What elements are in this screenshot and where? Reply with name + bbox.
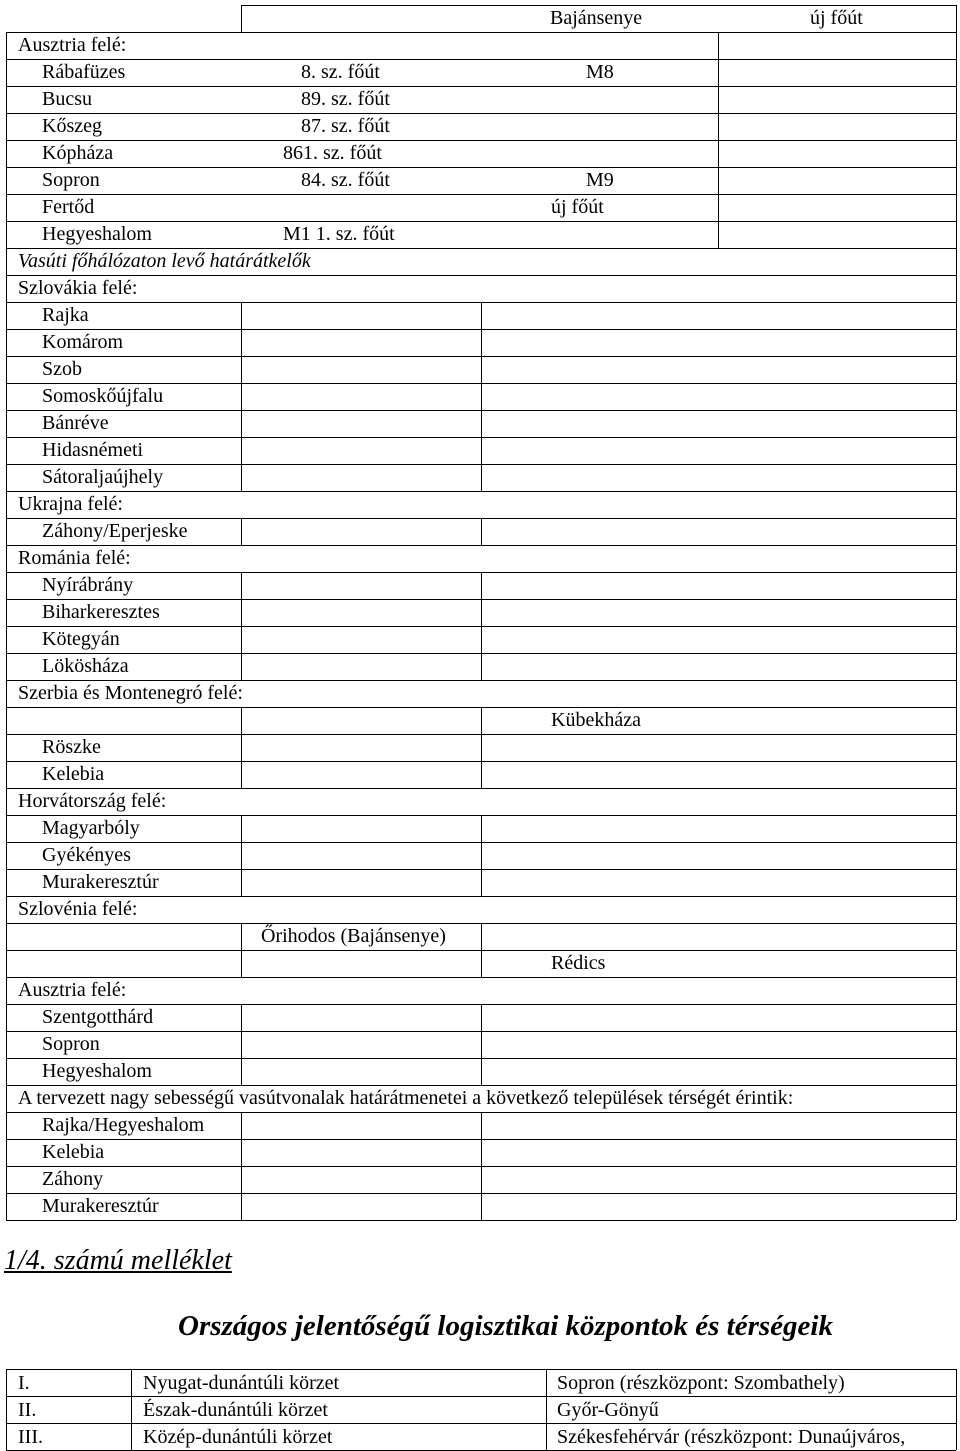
planned-crossings-note: A tervezett nagy sebességű vasútvonalak határátmenetei a következő települések térségét érintik: <box>18 1087 794 1109</box>
table-rule <box>481 707 482 734</box>
crossing-name: Kelebia <box>42 1141 105 1163</box>
table-rule <box>6 491 7 518</box>
logistics-center: Győr-Gönyű <box>557 1399 659 1421</box>
table-rule <box>6 437 7 464</box>
table-rule <box>6 680 7 707</box>
crossing-name: Bucsu <box>42 88 92 110</box>
table-rule <box>6 923 7 950</box>
table-rule <box>6 545 956 546</box>
table-rule <box>481 1031 482 1058</box>
table-rule <box>6 869 7 896</box>
table-rule <box>956 1369 957 1450</box>
road-label: 87. sz. főút <box>301 115 390 137</box>
table-rule <box>6 329 7 356</box>
table-rule <box>241 599 242 626</box>
table-rule <box>6 1004 7 1031</box>
table-rule <box>6 788 7 815</box>
table-rule <box>241 1004 242 1031</box>
header-bajansenye: Bajánsenye <box>550 7 643 29</box>
table-rule <box>6 1031 7 1058</box>
table-rule <box>6 410 7 437</box>
table-rule <box>6 950 7 977</box>
table-rule <box>6 59 956 60</box>
crossing-name: Murakeresztúr <box>42 1195 159 1217</box>
table-rule <box>6 140 956 141</box>
table-rule <box>481 302 482 329</box>
table-rule <box>241 734 242 761</box>
road-label: M1 1. sz. főút <box>283 223 395 245</box>
country-group-label: Ausztria felé: <box>18 979 127 1001</box>
table-rule <box>241 815 242 842</box>
table-rule <box>6 1193 7 1220</box>
table-rule <box>6 1166 7 1193</box>
crossing-name: Bánréve <box>42 412 109 434</box>
table-rule <box>6 896 7 923</box>
table-rule <box>6 113 956 114</box>
table-rule <box>6 815 7 842</box>
table-rule <box>241 464 242 491</box>
road-label: Őrihodos (Bajánsenye) <box>261 925 446 947</box>
table-rule <box>956 5 957 1220</box>
table-rule <box>6 1112 7 1139</box>
crossing-secondary: Rédics <box>551 952 606 974</box>
table-rule <box>241 1031 242 1058</box>
table-rule <box>6 653 7 680</box>
crossing-name: Lökösháza <box>42 655 129 677</box>
table-rule <box>6 572 7 599</box>
country-group-label: Ukrajna felé: <box>18 493 123 515</box>
table-rule <box>6 221 7 248</box>
region-name: Közép-dunántúli körzet <box>143 1426 333 1448</box>
table-rule <box>6 896 956 897</box>
crossing-name: Fertőd <box>42 196 95 218</box>
header-uj-fout: új főút <box>810 7 863 29</box>
road-label: 89. sz. főút <box>301 88 390 110</box>
table-rule <box>6 113 7 140</box>
table-rule <box>6 1085 7 1112</box>
table-rule <box>241 842 242 869</box>
table-rule <box>6 761 7 788</box>
logistics-center: Székesfehérvár (részközpont: Dunaújváros, <box>557 1426 906 1448</box>
table-rule <box>6 1139 7 1166</box>
table-rule <box>241 437 242 464</box>
table-rule <box>481 923 482 950</box>
crossing-name: Komárom <box>42 331 124 353</box>
country-group-label: Horvátország felé: <box>18 790 167 812</box>
table-rule <box>6 248 7 275</box>
table-rule <box>6 599 7 626</box>
table-rule <box>241 950 242 977</box>
table-rule <box>6 194 7 221</box>
table-rule <box>481 1112 482 1139</box>
region-number: II. <box>18 1399 37 1421</box>
crossing-name: Biharkeresztes <box>42 601 160 623</box>
table-rule <box>481 1193 482 1220</box>
crossing-name: Gyékényes <box>42 844 131 866</box>
crossing-name: Kőszeg <box>42 115 102 137</box>
logistics-center: Sopron (részközpont: Szombathely) <box>557 1372 845 1394</box>
crossing-name: Magyarbóly <box>42 817 140 839</box>
table-rule <box>241 302 242 329</box>
annex-title: Országos jelentőségű logisztikai központok és térségeik <box>178 1310 833 1342</box>
table-rule <box>481 383 482 410</box>
annex-number: 1/4. számú melléklet <box>4 1245 232 1276</box>
table-rule <box>241 1058 242 1085</box>
table-rule <box>6 518 7 545</box>
table-rule <box>481 572 482 599</box>
table-rule <box>241 869 242 896</box>
table-rule <box>481 518 482 545</box>
table-rule <box>481 599 482 626</box>
table-rule <box>241 626 242 653</box>
crossing-secondary: Kübekháza <box>551 709 641 731</box>
country-group-label: Ausztria felé: <box>18 34 127 56</box>
crossing-secondary: új főút <box>551 196 604 218</box>
table-rule <box>241 1193 242 1220</box>
table-rule <box>241 572 242 599</box>
table-rule <box>131 1369 132 1450</box>
table-rule <box>6 32 956 33</box>
table-rule <box>6 734 7 761</box>
table-rule <box>481 356 482 383</box>
table-rule <box>481 437 482 464</box>
crossing-name: Sopron <box>42 169 100 191</box>
table-rule <box>6 59 7 86</box>
table-rule <box>6 32 7 59</box>
table-rule <box>241 653 242 680</box>
table-rule <box>6 302 7 329</box>
table-rule <box>481 464 482 491</box>
table-rule <box>241 5 956 6</box>
country-group-label: Szlovénia felé: <box>18 898 138 920</box>
table-rule <box>6 1058 7 1085</box>
table-rule <box>6 977 956 978</box>
crossing-name: Hidasnémeti <box>42 439 144 461</box>
table-rule <box>6 194 956 195</box>
table-rule <box>6 842 7 869</box>
table-rule <box>6 707 7 734</box>
crossing-name: Rábafüzes <box>42 61 126 83</box>
table-rule <box>6 626 7 653</box>
table-rule <box>241 410 242 437</box>
crossing-name: Rajka/Hegyeshalom <box>42 1114 205 1136</box>
country-group-label: Szerbia és Montenegró felé: <box>18 682 243 704</box>
table-rule <box>481 626 482 653</box>
table-rule <box>241 761 242 788</box>
crossing-name: Kelebia <box>42 763 105 785</box>
crossing-name: Záhony <box>42 1168 104 1190</box>
table-rule <box>6 356 7 383</box>
crossing-name: Somoskőújfalu <box>42 385 164 407</box>
road-label: 861. sz. főút <box>283 142 382 164</box>
table-rule <box>241 1139 242 1166</box>
table-rule <box>6 977 7 1004</box>
table-rule <box>241 518 242 545</box>
crossing-name: Murakeresztúr <box>42 871 159 893</box>
table-rule <box>241 329 242 356</box>
table-rule <box>481 410 482 437</box>
table-rule <box>6 167 956 168</box>
table-rule <box>481 329 482 356</box>
table-rule <box>6 491 956 492</box>
crossing-name: Kötegyán <box>42 628 120 650</box>
table-rule <box>6 1220 956 1221</box>
table-rule <box>6 140 7 167</box>
country-group-label: Románia felé: <box>18 547 131 569</box>
table-rule <box>481 950 482 977</box>
table-rule <box>481 815 482 842</box>
section-heading: Vasúti főhálózaton levő határátkelők <box>18 250 311 272</box>
table-rule <box>241 383 242 410</box>
crossing-name: Sátoraljaújhely <box>42 466 164 488</box>
road-label: 84. sz. főút <box>301 169 390 191</box>
table-rule <box>481 653 482 680</box>
table-rule <box>6 86 956 87</box>
table-rule <box>6 464 7 491</box>
region-number: III. <box>18 1426 43 1448</box>
region-name: Nyugat-dunántúli körzet <box>143 1372 340 1394</box>
table-rule <box>546 1369 547 1450</box>
table-rule <box>241 1166 242 1193</box>
table-rule <box>481 1058 482 1085</box>
table-rule <box>241 707 242 734</box>
table-rule <box>481 761 482 788</box>
table-rule <box>241 356 242 383</box>
table-rule <box>241 5 242 32</box>
table-rule <box>481 842 482 869</box>
table-rule <box>6 86 7 113</box>
crossing-name: Nyírábrány <box>42 574 134 596</box>
table-rule <box>481 1004 482 1031</box>
table-rule <box>6 545 7 572</box>
table-rule <box>6 275 956 276</box>
table-rule <box>481 1139 482 1166</box>
crossing-name: Kópháza <box>42 142 114 164</box>
crossing-name: Záhony/Eperjeske <box>42 520 188 542</box>
crossing-name: Sopron <box>42 1033 100 1055</box>
table-rule <box>6 383 7 410</box>
region-name: Észak-dunántúli körzet <box>143 1399 328 1421</box>
crossing-secondary: M9 <box>586 169 614 191</box>
crossing-name: Szob <box>42 358 82 380</box>
crossing-name: Hegyeshalom <box>42 1060 152 1082</box>
crossing-name: Rajka <box>42 304 89 326</box>
crossing-name: Röszke <box>42 736 101 758</box>
table-rule <box>481 869 482 896</box>
table-rule <box>6 167 7 194</box>
road-label: 8. sz. főút <box>301 61 380 83</box>
table-rule <box>241 923 242 950</box>
table-rule <box>6 1369 7 1450</box>
table-rule <box>481 1166 482 1193</box>
table-rule <box>6 275 7 302</box>
crossing-secondary: M8 <box>586 61 614 83</box>
crossing-name: Hegyeshalom <box>42 223 152 245</box>
crossing-name: Szentgotthárd <box>42 1006 154 1028</box>
table-rule <box>481 734 482 761</box>
country-group-label: Szlovákia felé: <box>18 277 138 299</box>
region-number: I. <box>18 1372 30 1394</box>
table-rule <box>241 1112 242 1139</box>
